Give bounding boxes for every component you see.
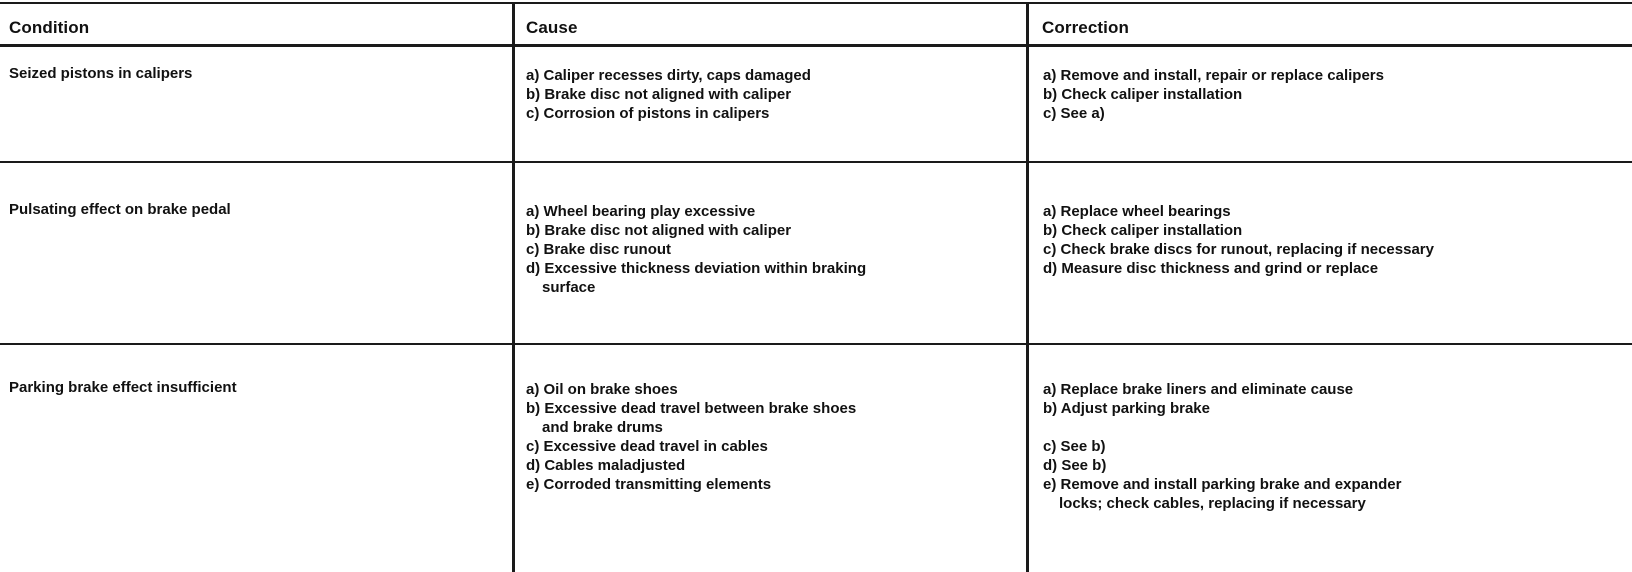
- column-divider-2: [1026, 2, 1029, 572]
- cause-list: [526, 66, 811, 123]
- correction-list: [1043, 66, 1384, 123]
- cause-item: b) Brake disc not aligned with caliper: [526, 222, 792, 239]
- cause-item: c) Brake disc runout: [526, 241, 672, 258]
- correction-item: d) See b): [1043, 457, 1107, 474]
- correction-item: e) Remove and install parking brake and expander: [1043, 476, 1402, 493]
- cause-item: c) Corrosion of pistons in calipers: [526, 105, 770, 122]
- cause-list: [526, 380, 856, 494]
- column-divider-1: [512, 2, 515, 572]
- condition-cell: Pulsating effect on brake pedal: [9, 201, 231, 218]
- condition-cell: Parking brake effect insufficient: [9, 379, 237, 396]
- header-cause: Cause: [526, 18, 578, 37]
- correction-item: a) Replace brake liners and eliminate cause: [1043, 381, 1354, 398]
- cause-item: e) Corroded transmitting elements: [526, 476, 772, 493]
- row-divider-2: [0, 343, 1632, 345]
- correction-item: a) Remove and install, repair or replace calipers: [1043, 67, 1384, 84]
- correction-spacer: [1043, 418, 1401, 437]
- table-top-border: [0, 2, 1632, 4]
- condition-cell: Seized pistons in calipers: [9, 65, 193, 82]
- cause-list: [526, 202, 866, 297]
- cause-item: a) Caliper recesses dirty, caps damaged: [526, 67, 811, 84]
- header-correction: Correction: [1042, 18, 1129, 37]
- correction-item: c) Check brake discs for runout, replacing if necessary: [1043, 241, 1434, 258]
- cause-item: b) Excessive dead travel between brake shoes: [526, 400, 857, 417]
- correction-list: [1043, 202, 1434, 278]
- cause-item-continued: and brake drums: [542, 419, 663, 436]
- correction-item: b) Adjust parking brake: [1043, 400, 1210, 417]
- correction-item: d) Measure disc thickness and grind or replace: [1043, 260, 1379, 277]
- correction-item: b) Check caliper installation: [1043, 222, 1243, 239]
- correction-item: c) See a): [1043, 105, 1105, 122]
- header-condition: Condition: [9, 18, 90, 37]
- correction-item: b) Check caliper installation: [1043, 86, 1243, 103]
- header-divider: [0, 44, 1632, 47]
- correction-item-continued: locks; check cables, replacing if necessary: [1059, 495, 1366, 512]
- cause-item: c) Excessive dead travel in cables: [526, 438, 768, 455]
- cause-item: a) Oil on brake shoes: [526, 381, 678, 398]
- cause-item: a) Wheel bearing play excessive: [526, 203, 756, 220]
- correction-list: [1043, 380, 1401, 513]
- row-divider-1: [0, 161, 1632, 163]
- cause-item: b) Brake disc not aligned with caliper: [526, 86, 792, 103]
- cause-item-continued: surface: [542, 279, 596, 296]
- cause-item: d) Cables maladjusted: [526, 457, 686, 474]
- correction-item: c) See b): [1043, 438, 1106, 455]
- cause-item: d) Excessive thickness deviation within braking: [526, 260, 867, 277]
- correction-item: a) Replace wheel bearings: [1043, 203, 1231, 220]
